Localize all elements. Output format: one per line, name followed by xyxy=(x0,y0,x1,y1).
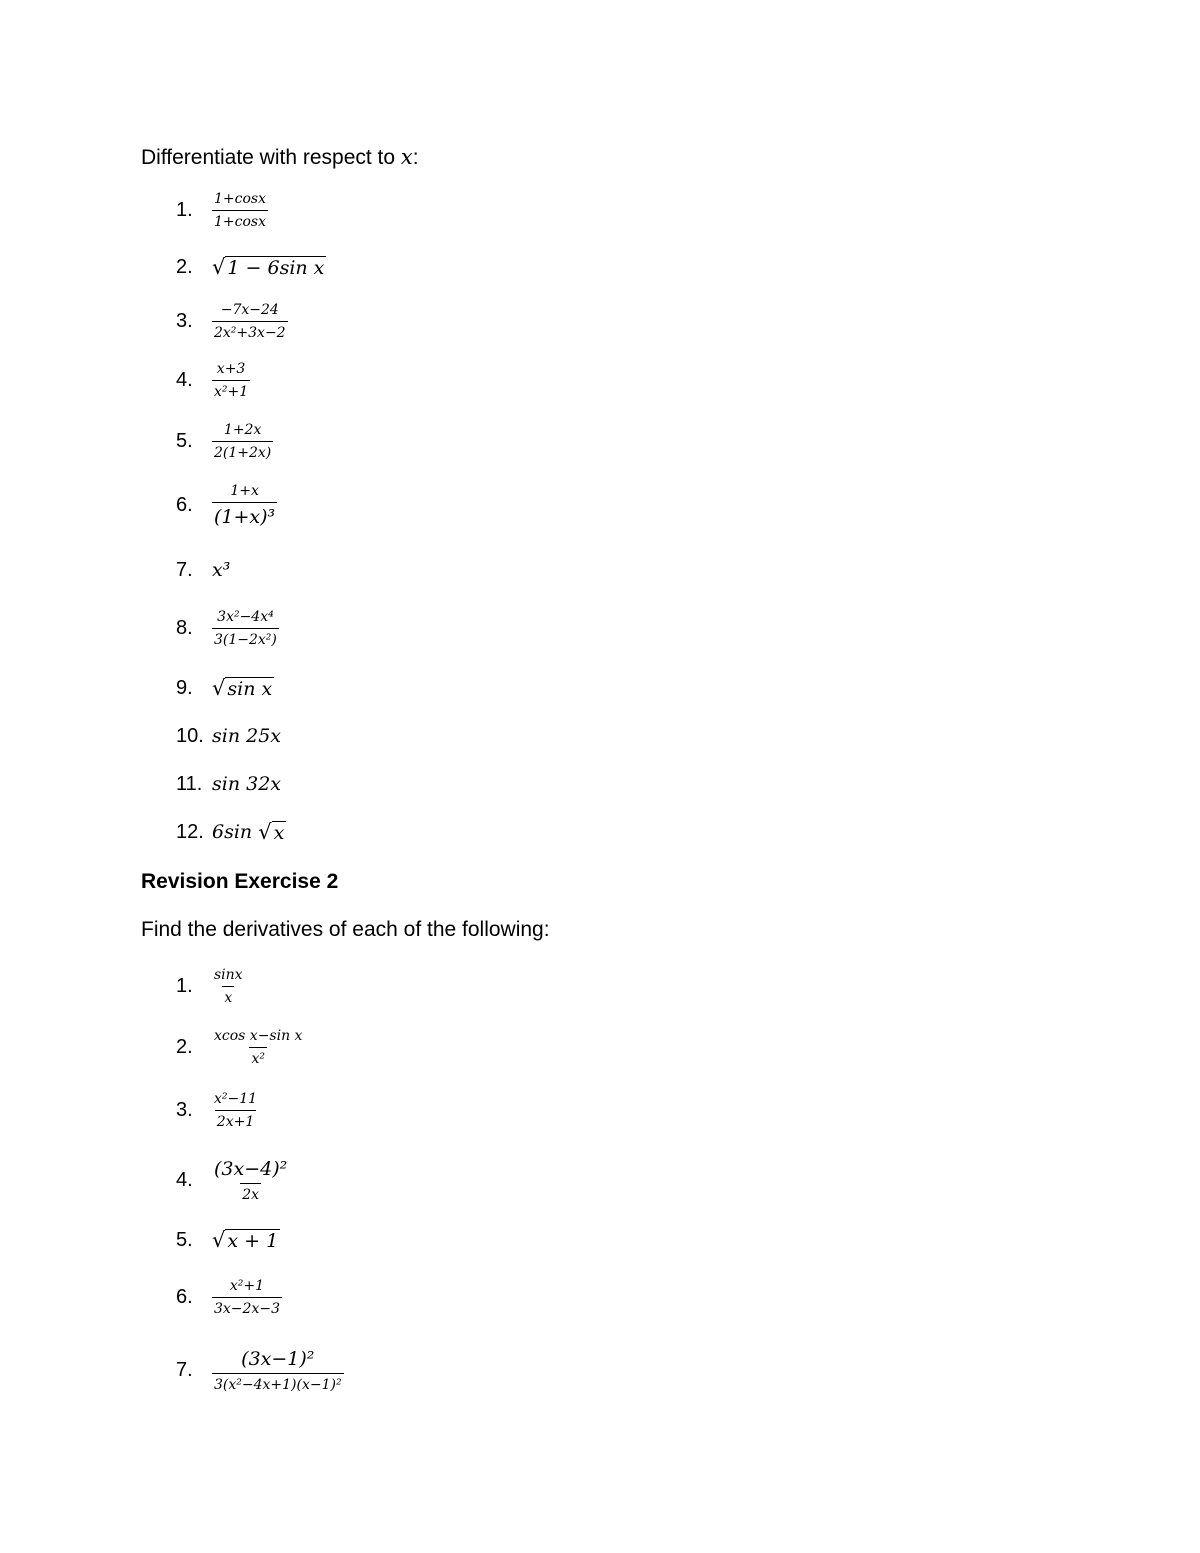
item-number: 11. xyxy=(176,772,203,795)
item-number: 6. xyxy=(176,1285,193,1308)
fraction xyxy=(212,1277,282,1318)
denominator: 1+cosx xyxy=(212,210,268,231)
item-number: 7. xyxy=(176,558,193,581)
fraction xyxy=(212,1027,304,1068)
square-root xyxy=(212,255,326,279)
s1-item-1 xyxy=(176,180,268,240)
expression: sin 25x xyxy=(212,725,281,747)
fraction xyxy=(212,1157,289,1204)
s2-item-4 xyxy=(176,1150,289,1210)
fraction xyxy=(212,421,273,462)
s2-item-6 xyxy=(176,1267,282,1327)
section1-intro xyxy=(141,145,419,170)
radicand: x + 1 xyxy=(227,1230,279,1252)
numerator: 1+cosx xyxy=(214,190,266,207)
section1-intro-colon: : xyxy=(412,146,419,169)
s1-item-4 xyxy=(176,350,250,410)
numerator: 3x²−4x⁴ xyxy=(217,608,274,625)
s1-item-2 xyxy=(176,237,326,297)
item-number: 1. xyxy=(176,198,193,221)
item-number: 7. xyxy=(176,1358,193,1381)
fraction xyxy=(212,608,279,649)
radicand: sin x xyxy=(227,678,273,700)
numerator: 1+x xyxy=(230,482,259,499)
numerator: x²+1 xyxy=(229,1277,265,1294)
item-number: 5. xyxy=(176,1228,193,1251)
radical-sign: √ xyxy=(212,676,226,700)
denominator: 2x²+3x−2 xyxy=(212,321,288,342)
square-root xyxy=(258,820,286,844)
section1-intro-text: Differentiate with respect to xyxy=(141,146,401,169)
fraction xyxy=(212,1090,259,1131)
radicand: x xyxy=(273,822,285,844)
item-number: 6. xyxy=(176,493,193,516)
denominator: 2(1+2x) xyxy=(212,441,273,462)
s2-item-5 xyxy=(176,1210,280,1270)
fraction xyxy=(212,360,250,401)
denominator: 2x+1 xyxy=(215,1110,256,1131)
s1-item-8 xyxy=(176,598,279,658)
s1-item-6 xyxy=(176,475,277,535)
fraction xyxy=(212,301,288,342)
item-number: 4. xyxy=(176,368,193,391)
fraction xyxy=(212,482,277,529)
section2-heading: Revision Exercise 2 xyxy=(141,870,339,893)
fraction xyxy=(212,1347,344,1394)
radical-sign: √ xyxy=(258,820,272,844)
numerator: xcos x−sin x xyxy=(214,1027,303,1044)
section2-intro: Find the derivatives of each of the following: xyxy=(141,918,550,941)
fraction xyxy=(212,190,268,231)
fraction xyxy=(212,966,245,1007)
section1-intro-variable: x xyxy=(400,145,413,169)
s1-item-7 xyxy=(176,540,230,600)
denominator: 3(x²−4x+1)(x−1)² xyxy=(212,1373,344,1394)
denominator: (1+x)³ xyxy=(212,502,277,529)
s2-item-3 xyxy=(176,1080,259,1140)
item-number: 2. xyxy=(176,255,193,278)
s1-item-12 xyxy=(176,802,286,862)
item-number: 2. xyxy=(176,1035,193,1058)
denominator: 2x xyxy=(240,1183,261,1204)
item-number: 3. xyxy=(176,1098,193,1121)
s2-item-1 xyxy=(176,956,245,1016)
square-root xyxy=(212,676,274,700)
denominator: x xyxy=(222,986,234,1007)
numerator: x²−11 xyxy=(214,1090,258,1107)
expression-prefix: 6sin xyxy=(212,821,259,843)
numerator: (3x−1)² xyxy=(241,1347,315,1370)
denominator: 3x−2x−3 xyxy=(212,1297,282,1318)
expression: sin 32x xyxy=(212,773,281,795)
item-number: 12. xyxy=(176,820,204,843)
square-root xyxy=(212,1228,280,1252)
denominator: 3(1−2x²) xyxy=(212,628,279,649)
s2-item-2 xyxy=(176,1017,304,1077)
numerator: 1+2x xyxy=(223,421,262,438)
expression: x³ xyxy=(212,559,231,581)
item-number: 1. xyxy=(176,974,193,997)
numerator: sinx xyxy=(214,966,243,983)
numerator: −7x−24 xyxy=(220,301,279,318)
item-number: 9. xyxy=(176,676,193,699)
item-number: 3. xyxy=(176,309,193,332)
numerator: x+3 xyxy=(216,360,246,377)
s2-item-7 xyxy=(176,1340,344,1400)
denominator: x²+1 xyxy=(212,380,250,401)
s1-item-5 xyxy=(176,411,273,471)
item-number: 5. xyxy=(176,429,193,452)
item-number: 4. xyxy=(176,1168,193,1191)
denominator: x² xyxy=(249,1047,267,1068)
s1-item-3 xyxy=(176,291,288,351)
radical-sign: √ xyxy=(212,255,226,279)
item-number: 10. xyxy=(176,724,204,747)
radicand: 1 − 6sin x xyxy=(227,257,325,279)
item-number: 8. xyxy=(176,616,193,639)
numerator: (3x−4)² xyxy=(214,1157,288,1180)
radical-sign: √ xyxy=(212,1228,226,1252)
